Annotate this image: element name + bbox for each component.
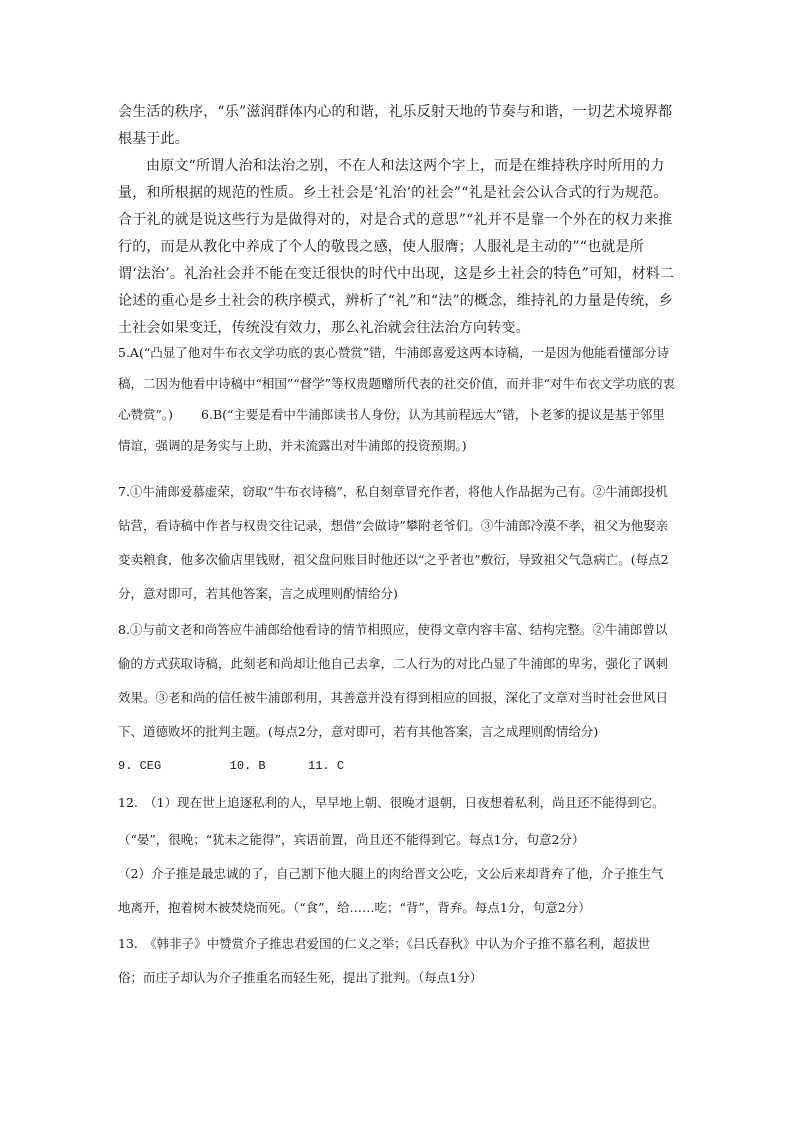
answer-block-5-6 [118, 337, 675, 461]
paragraph-explanation: 由原文“所谓人治和法治之别，不在人和法这两个字上，而是在维持秩序时所用的力量，和所根据的规范的性质。乡土社会是‘礼治’的社会”“礼是社会公认合式的行为规范。合于礼的就是说这些行为是做得对的，对是合式的意思”“礼并不是靠一个外在的权力来推行的，而是从教化中养成了个人的敬畏之感，使人服膺；人服礼是主动的”“也就是所谓‘法治’。礼治社会并不能在变迁很快的时代中出现，这是乡土社会的特色”可知，材料二论述的重心是乡土社会的秩序模式，辨析了“礼”和“法”的概念，维持礼的力量是传统，乡土社会如果变迁，传统没有效力，那么礼治就会往法治方向转变。 [118, 158, 675, 336]
answer-7: 7.①牛浦郎爱慕虚荣，窃取“牛布衣诗稿”，私自刻章冒充作者，将他人作品据为己有。②牛浦郎投机钻营，看诗稿中作者与权贵交往记录，想借“会做诗”攀附老爷们。③牛浦郎冷漠不孝，祖父为他娶亲变卖粮食，他多次偷店里钱财，祖父盘问账目时他还以“之乎者也”敷衍，导致祖父气急病亡。(每点2分，意对即可，若其他答案，言之成理则酌情给分) [118, 484, 669, 601]
answer-11: 11. C [308, 759, 345, 773]
answer-12-part2: （2）介子推是最忠诚的了，自己割下他大腿上的肉给晋文公吃，文公后来却背弃了他，介子推生气地离开，抱着树木被焚烧而死。（“食”，给……吃；“背”，背弃。每点1分，句意2分） [118, 866, 664, 915]
paragraph-intro: 会生活的秩序，“乐”滋润群体内心的和谐，礼乐反射天地的节奏与和谐，一切艺术境界都根基于此。 [118, 104, 673, 147]
answer-12-part1: 12. （1）现在世上追逐私利的人，早早地上朝、很晚才退朝，日夜想着私利，尚且还不能得到它。 [118, 795, 665, 810]
answer-5: 5.A(“凸显了他对牛布衣文学功底的衷心赞赏”错，牛浦郎喜爱这两本诗稿，一是因为他能看懂部分诗稿，二因为他看中诗稿中“相国”“督学”等权贵题赠所代表的社交价值，而并非“对牛布衣文学功底的衷心赞赏”。) [118, 345, 675, 422]
answer-13: 13. 《韩非子》中赞赏介子推忠君爱国的仁义之举；《吕氏春秋》中认为介子推不慕名利，超拔世俗；而庄子却认为介子推重名而轻生死，提出了批判。（每点1分） [118, 936, 651, 985]
answer-12-part1-note: （“晏”，很晚；“犹未之能得”，宾语前置，尚且还不能得到它。每点1分，句意2分） [118, 832, 585, 847]
answer-9-11 [118, 749, 675, 783]
answer-10: 10. B [229, 759, 266, 773]
answer-9: 9. CEG [118, 759, 162, 773]
answer-8: 8.①与前文老和尚答应牛浦郎给他看诗的情节相照应，使得文章内容丰富、结构完整。②牛浦郎曾以偷的方式获取诗稿，此刻老和尚却让他自己去拿，二人行为的对比凸显了牛浦郎的卑劣，强化了讽刺效果。③老和尚的信任被牛浦郎利用，其善意并没有得到相应的回报，深化了文章对当时社会世风日下、道德败坏的批判主题。(每点2分，意对即可，若有其他答案，言之成理则酌情给分) [118, 622, 669, 739]
answer-6: 6.B(“主要是看中牛浦郎读书人身份，认为其前程远大”错，卜老爹的提议是基于邻里情谊，强调的是务实与上助，并未流露出对牛浦郎的投资预期。) [118, 407, 665, 453]
